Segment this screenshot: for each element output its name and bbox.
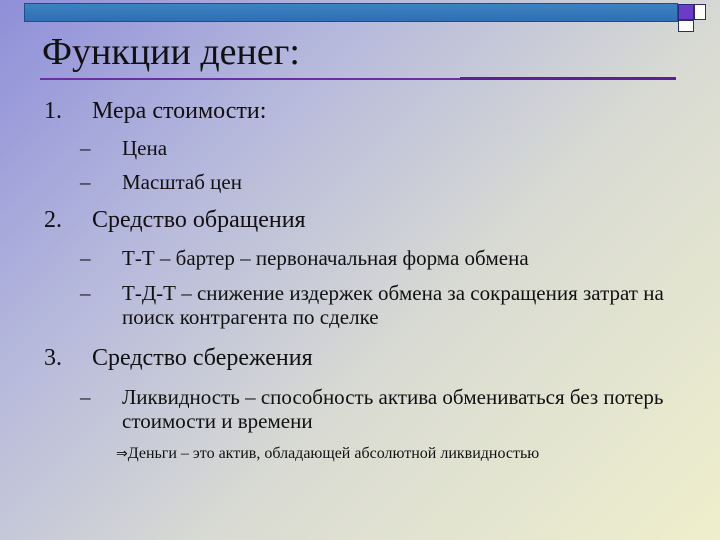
decorative-top-bar	[24, 3, 678, 22]
conclusion-text: Деньги – это актив, обладающей абсолютной ликвидностью	[127, 445, 540, 462]
list-number-1: 1.	[44, 98, 62, 124]
subitem-3-1: Ликвидность – способность актива обмениваться без потерь стоимости и времени	[122, 385, 664, 433]
subitem-1-2: Масштаб цен	[122, 170, 242, 194]
bullet-dash: –	[80, 246, 91, 270]
bullet-dash: –	[80, 136, 91, 160]
decorative-square-white-right	[694, 4, 706, 20]
conclusion-line	[116, 446, 539, 462]
slide-title: Функции денег:	[42, 31, 300, 73]
list-item-3-label: Средство сбережения	[92, 345, 313, 371]
list-item-2-label: Средство обращения	[92, 207, 306, 233]
title-underline	[40, 78, 676, 80]
subitem-2-1: Т-Т – бартер – первоначальная форма обмена	[122, 246, 529, 270]
list-number-3: 3.	[44, 345, 62, 371]
list-number-2: 2.	[44, 207, 62, 233]
decorative-square-purple	[678, 4, 694, 20]
subitem-2-2: Т-Д-Т – снижение издержек обмена за сокращения затрат на поиск контрагента по сделке	[122, 281, 664, 329]
decorative-square-white-bottom	[678, 20, 694, 32]
bullet-dash: –	[80, 281, 91, 305]
bullet-dash: –	[80, 385, 91, 409]
bullet-dash: –	[80, 170, 91, 194]
list-item-1-label: Мера стоимости:	[92, 98, 267, 124]
subitem-1-1: Цена	[122, 136, 168, 160]
implies-arrow-icon: ⇒	[116, 446, 128, 462]
